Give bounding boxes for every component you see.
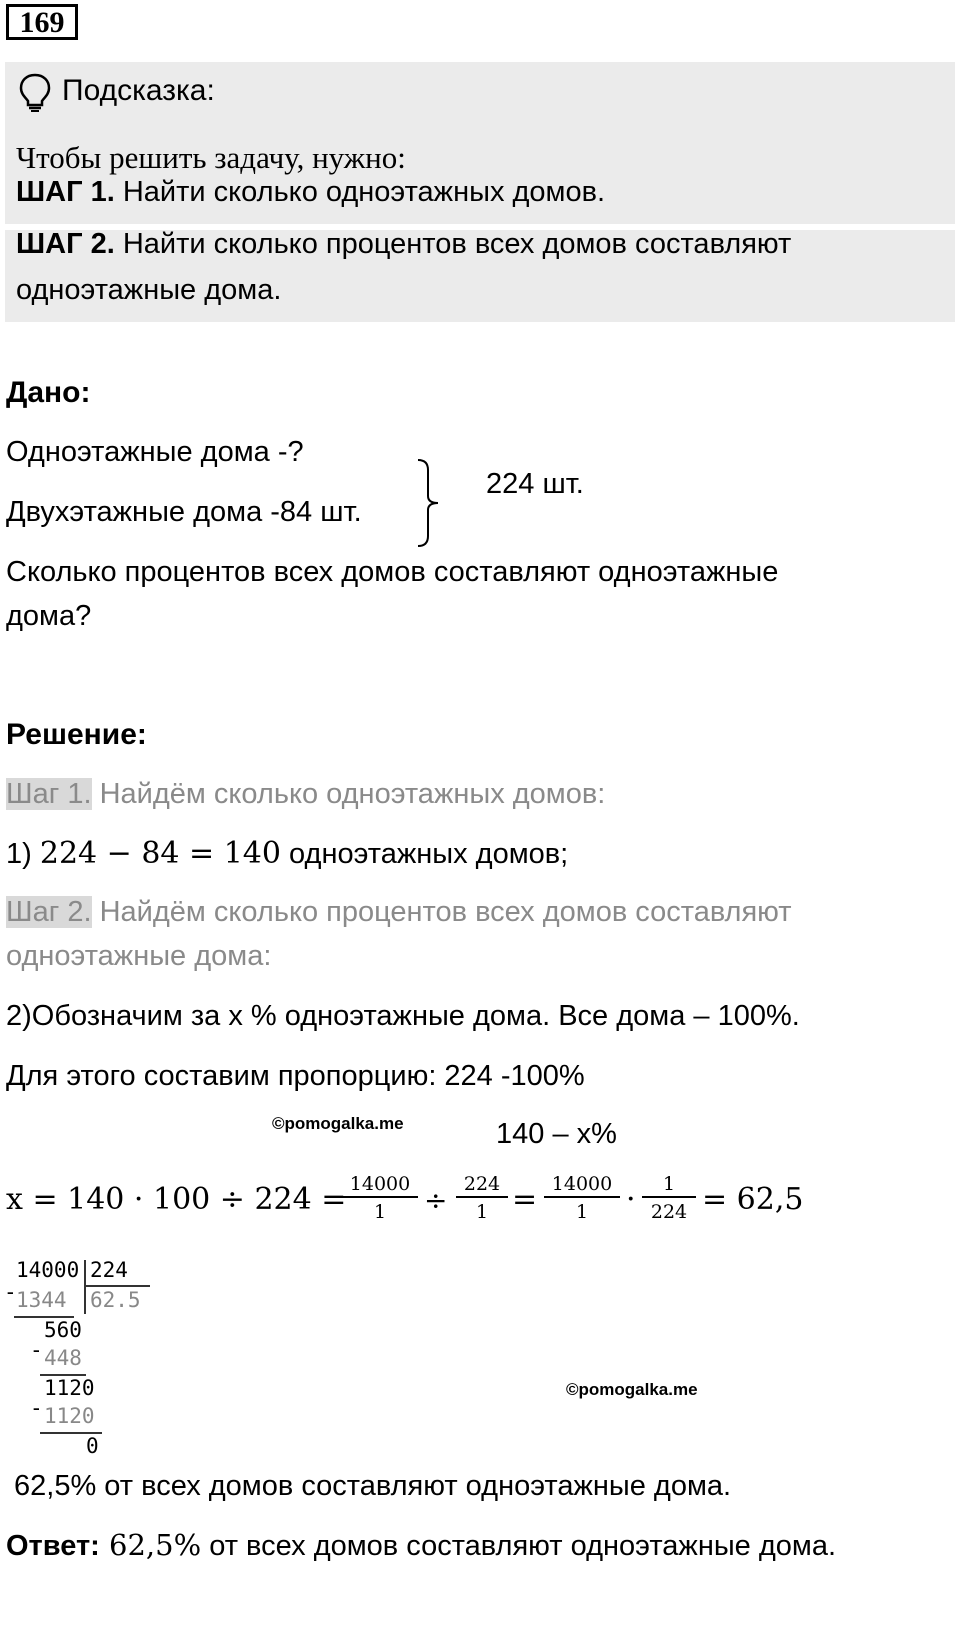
given-line-2: Двухэтажные дома -84 шт. <box>6 496 362 528</box>
step-2-text: Найдём сколько процентов всех домов составляют <box>91 896 792 928</box>
given-heading: Дано: <box>6 376 91 409</box>
curly-brace <box>416 458 442 548</box>
fraction-1-denominator: 1 <box>373 1201 387 1223</box>
hint-step-1-text: Найти сколько одноэтажных домов. <box>114 176 606 208</box>
fraction-3-numerator: 14000 <box>544 1172 620 1198</box>
fraction-3-denominator: 1 <box>575 1201 589 1223</box>
answer-label: Ответ: <box>6 1530 100 1562</box>
division-minus-3: - <box>30 1396 43 1420</box>
solution-line-2: 2)Обозначим за х % одноэтажные дома. Все дома – 100%. <box>6 1000 800 1032</box>
division-subtract-2: 448 <box>44 1346 82 1370</box>
given-line-1: Одноэтажные дома -? <box>6 436 304 468</box>
formula-left: x = 140 · 100 ÷ 224 = <box>6 1182 347 1217</box>
solution-line-4: 140 – х% <box>496 1118 617 1150</box>
fraction-1 <box>342 1172 418 1226</box>
division-minus-1: - <box>4 1280 17 1304</box>
division-subtract-1: 1344 <box>16 1288 67 1312</box>
solution-step-2 <box>6 896 792 929</box>
hint-step-2-continued: одноэтажные дома. <box>16 274 282 306</box>
division-remainder-2: 1120 <box>44 1376 95 1400</box>
division-remainder-3: 0 <box>86 1434 99 1458</box>
division-minus-2: - <box>30 1338 43 1362</box>
division-divisor-line <box>86 1285 150 1287</box>
hint-step-1-label: ШАГ 1. <box>16 176 115 208</box>
division-quotient: 62.5 <box>90 1288 141 1312</box>
given-total: 224 шт. <box>486 468 584 500</box>
multiply-operator: · <box>626 1182 636 1217</box>
line-1-suffix: одноэтажных домов; <box>280 838 569 870</box>
fraction-2-numerator: 224 <box>456 1172 508 1198</box>
fraction-4 <box>642 1172 696 1226</box>
solution-line-3: Для этого составим пропорцию: 224 -100% <box>6 1060 585 1092</box>
division-dividend: 14000 <box>16 1258 80 1282</box>
equals-sign: = <box>512 1182 538 1217</box>
step-1-label: Шаг 1. <box>6 778 92 810</box>
line-1-expression: 224 − 84 = 140 <box>39 836 281 871</box>
fraction-3 <box>544 1172 620 1226</box>
solution-heading: Решение: <box>6 718 147 751</box>
division-divisor: 224 <box>90 1258 128 1282</box>
conclusion: 62,5% от всех домов составляют одноэтажные дома. <box>14 1470 732 1502</box>
fraction-1-numerator: 14000 <box>342 1172 418 1198</box>
solution-step-1 <box>6 778 605 811</box>
hint-step-1 <box>16 176 605 209</box>
hint-step-2-text: Найти сколько процентов всех домов составляют <box>114 228 792 260</box>
division-bar <box>84 1260 86 1314</box>
task-number: 169 <box>6 4 78 40</box>
hint-step-2-label: ШАГ 2. <box>16 228 115 260</box>
fraction-2-denominator: 1 <box>475 1201 489 1223</box>
fraction-2 <box>456 1172 508 1226</box>
division-subtract-3: 1120 <box>44 1404 95 1428</box>
answer-line <box>6 1528 836 1563</box>
step-2-label: Шаг 2. <box>6 896 92 928</box>
answer-text: от всех домов составляют одноэтажные дома. <box>201 1530 837 1562</box>
watermark: ©pomogalka.me <box>566 1380 698 1399</box>
fraction-4-denominator: 224 <box>650 1201 688 1223</box>
answer-value: 62,5% <box>99 1528 202 1562</box>
given-question-continued: дома? <box>6 600 92 632</box>
line-1-prefix: 1) <box>6 838 32 870</box>
watermark: ©pomogalka.me <box>272 1114 404 1133</box>
hint-intro: Чтобы решить задачу, нужно: <box>16 140 406 175</box>
lightbulb-icon <box>18 72 52 112</box>
given-question: Сколько процентов всех домов составляют одноэтажные <box>6 556 779 588</box>
step-1-text: Найдём сколько одноэтажных домов: <box>91 778 606 810</box>
solution-line-1 <box>6 836 568 871</box>
division-remainder-1: 560 <box>44 1318 82 1342</box>
fraction-4-numerator: 1 <box>642 1172 696 1198</box>
formula-result: = 62,5 <box>702 1182 804 1217</box>
hint-title: Подсказка: <box>62 74 215 107</box>
divide-operator: ÷ <box>424 1184 448 1217</box>
solution-step-2-continued: одноэтажные дома: <box>6 940 272 972</box>
hint-step-2 <box>16 228 791 261</box>
